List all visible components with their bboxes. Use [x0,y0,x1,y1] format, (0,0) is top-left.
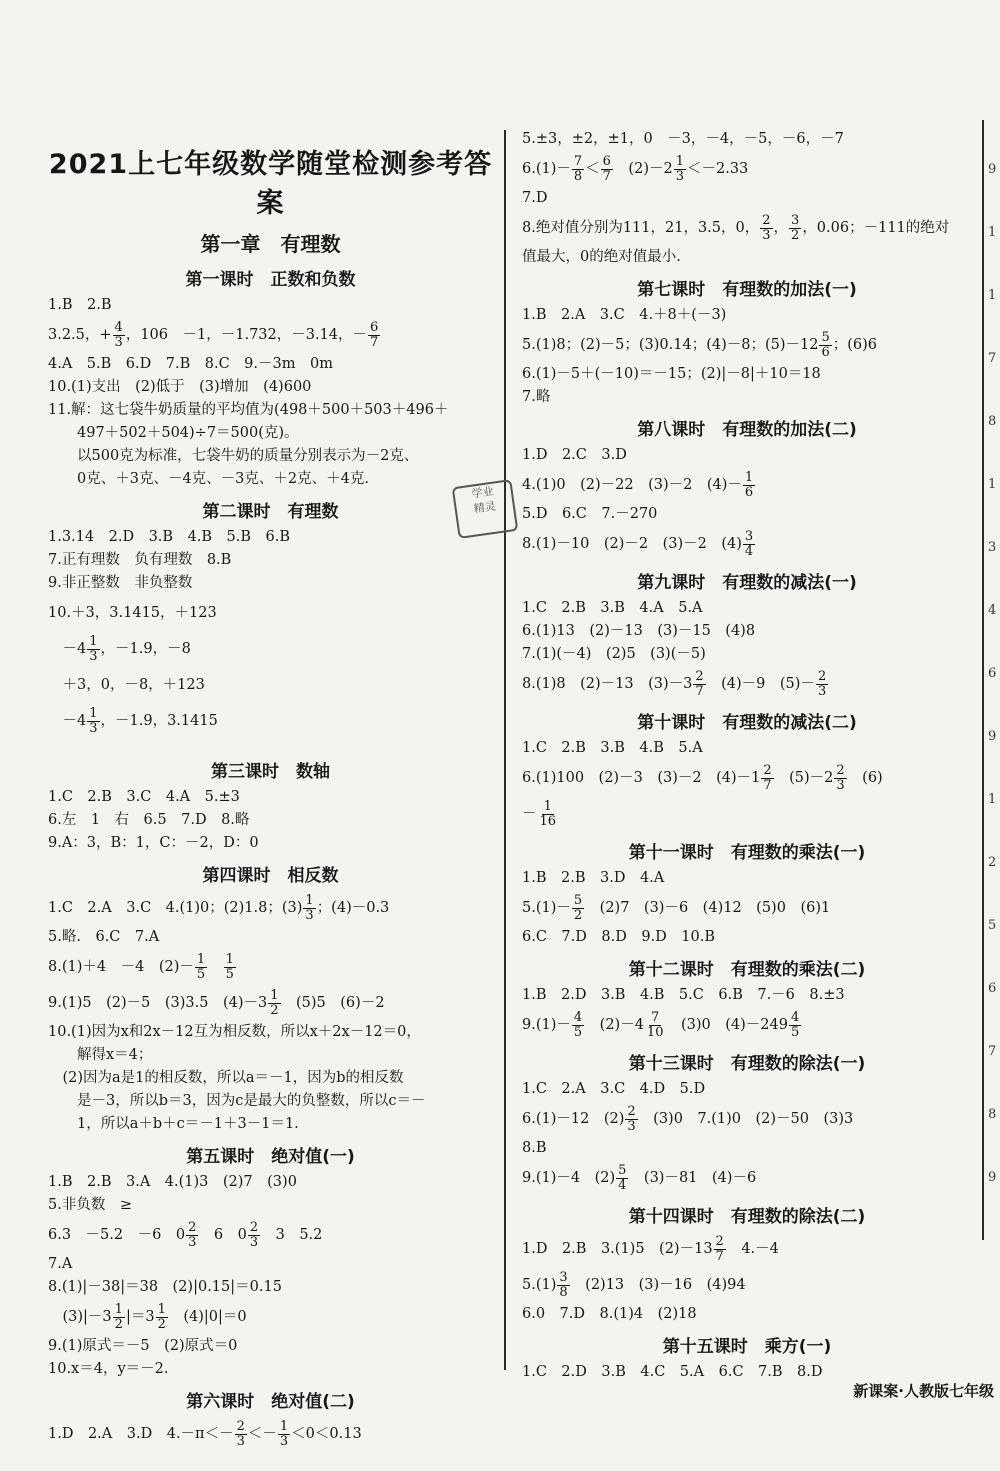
fraction: $\frac{2}{7}$ [715,1233,724,1264]
answer-line: 1.C 2.A 3.C 4.D 5.D [522,1081,706,1097]
answer-line: 1.B 2.B 3.D 4.A [522,870,665,886]
answer-line: 5.(1)8；(2)－5；(3)0.14；(4)－8；(5)－12 $\frac{5}{6}$ ；(6)6 [522,329,877,360]
answer-line: 6.(1)13 (2)－13 (3)－15 (4)8 [522,623,756,639]
fraction: $\frac{1}{2}$ [157,1301,166,1332]
answer-line: 8.绝对值分别为111，21，3.5，0， $\frac{2}{3}$ ， $\frac{3}{2}$ ，0.06；－111的绝对 [522,212,950,243]
answer-line: 1.B 2.B 3.A 4.(1)3 (2)7 (3)0 [48,1174,297,1190]
fraction: $\frac{2}{3}$ [817,668,827,699]
answer-line: 6.(1)－12 (2) $\frac{2}{3}$ (3)0 7.(1)0 (2)－50 (3)3 [522,1103,854,1134]
fraction: $\frac{1}{3}$ [675,153,684,184]
answer-line: 1.3.14 2.D 3.B 4.B 5.B 6.B [48,529,291,545]
answer-line: 1.C 2.D 3.B 4.C 5.A 6.C 7.B 8.D [522,1364,823,1380]
edge-digit: 1 [988,225,997,240]
lesson-heading: 第十五课时 乘方(一) [662,1337,832,1357]
fraction: $\frac{6}{7}$ [602,153,611,184]
answer-line: 9.(1)原式＝－5 (2)原式＝0 [48,1338,238,1354]
edge-digit: 8 [988,1107,997,1122]
chapter-heading: 第一章 有理数 [200,232,341,256]
answer-line: 1.C 2.B 3.B 4.B 5.A [522,740,703,756]
fraction: $\frac{5}{2}$ [573,892,583,923]
lesson-heading: 第十三课时 有理数的除法(一) [628,1054,866,1074]
answer-line: －4 $\frac{1}{3}$ ，－1.9，3.1415 [48,705,218,736]
fraction: $\frac{4}{5}$ [790,1009,800,1040]
fraction: $\frac{2}{3}$ [627,1103,636,1134]
answer-line: 8.(1)|－38|＝38 (2)|0.15|＝0.15 [48,1279,282,1295]
fraction: $\frac{2}{7}$ [763,762,772,793]
edge-digit: 8 [988,414,997,429]
fraction: $\frac{1}{5}$ [196,951,206,982]
edge-digit: 1 [988,792,997,807]
fraction: $\frac{1}{2}$ [114,1301,123,1332]
answer-line: 1.C 2.B 3.C 4.A 5.±3 [48,789,240,805]
lesson-heading: 第八课时 有理数的加法(二) [637,420,857,440]
answer-line: (3)|－3 $\frac{1}{2}$ |＝3 $\frac{1}{2}$ (4)|0|＝0 [48,1301,247,1332]
answer-line: 1.D 2.B 3.(1)5 (2)－13 $\frac{2}{7}$ 4.－4 [522,1233,779,1264]
edge-digit: 9 [988,1170,997,1185]
answer-line: 1，所以a＋b＋c＝－1＋3－1＝1. [48,1116,299,1132]
answer-line: 1.C 2.A 3.C 4.(1)0；(2)1.8；(3) $\frac{1}{3}$ ；(4)－0.3 [48,892,390,923]
answer-line: 1.D 2.C 3.D [522,447,627,463]
fraction: $\frac{4}{3}$ [114,319,123,350]
fraction: $\frac{1}{3}$ [305,892,314,923]
fraction: $\frac{2}{3}$ [188,1219,197,1250]
answer-line: 10.(1)因为x和2x－12互为相反数，所以x＋2x－12＝0， [48,1024,421,1040]
lesson-heading: 第三课时 数轴 [211,762,330,782]
fraction: $\frac{1}{3}$ [279,1418,289,1449]
fraction: $\frac{1}{6}$ [744,469,754,500]
answer-line: 8.B [522,1140,547,1156]
answer-line: 6.0 7.D 8.(1)4 (2)18 [522,1306,697,1322]
fraction: $\frac{3}{8}$ [559,1269,568,1300]
answer-line: 5.非负数 ≥ [48,1197,132,1213]
answer-line: 7.A [48,1256,73,1272]
fraction: $\frac{3}{4}$ [744,528,754,559]
answer-line: 6.(1)100 (2)－3 (3)－2 (4)－1 $\frac{2}{7}$ (5)－2 $\frac{2}{3}$ (6) [522,762,883,793]
page-title: 2021上七年级数学随堂检测参考答案 [48,149,493,219]
answer-line: 10.x＝4，y＝－2. [48,1361,169,1377]
lesson-heading: 第五课时 绝对值(一) [186,1147,355,1167]
answer-line: 8.(1)＋4 －4 (2)－ $\frac{1}{5}$ $\frac{1}{5}$ [48,951,234,982]
lesson-heading: 第六课时 绝对值(二) [186,1392,355,1412]
edge-digit: 5 [988,918,997,933]
fraction: $\frac{2}{3}$ [762,212,771,243]
left-column [48,120,493,1452]
answer-line: 6.左 1 右 6.5 7.D 8.略 [48,812,250,828]
edge-digit: 7 [988,1044,997,1059]
edge-digit: 1 [988,288,997,303]
answer-line: 497＋502＋504)÷7＝500(克)。 [48,425,299,441]
column-divider-right [982,120,984,1240]
answer-line: 7.略 [522,389,551,405]
answer-line: 10.(1)支出 (2)低于 (3)增加 (4)600 [48,379,312,395]
fraction: $\frac{2}{7}$ [695,668,704,699]
answer-line: 6.(1)－ $\frac{7}{8}$ ＜ $\frac{6}{7}$ (2)－2 $\frac{1}{3}$ ＜－2.33 [522,153,749,184]
answer-line: 7.正有理数 负有理数 8.B [48,552,232,568]
fraction: $\frac{3}{2}$ [791,212,800,243]
answer-line: 0克、＋3克、－4克、－3克、＋2克、＋4克. [48,471,369,487]
fraction: $\frac{2}{3}$ [249,1219,259,1250]
fraction: $\frac{4}{5}$ [573,1009,583,1040]
answer-line: 8.(1)8 (2)－13 (3)－3 $\frac{2}{7}$ (4)－9 (5)－ $\frac{2}{3}$ [522,668,827,699]
edge-digit: 2 [988,855,997,870]
edge-digit: 6 [988,666,997,681]
right-column [522,128,972,1384]
edge-digit: 9 [988,729,997,744]
edge-digit: 1 [988,477,997,492]
answer-line: 以500克为标准，七袋牛奶的质量分别表示为－2克、 [48,448,419,464]
fraction: $\frac{5}{4}$ [618,1162,627,1193]
edge-digit: 9 [988,162,997,177]
edge-digit: 7 [988,351,997,366]
answer-line: 9.A：3，B：1，C：－2，D：0 [48,835,259,851]
lesson-heading: 第十四课时 有理数的除法(二) [628,1207,866,1227]
footer-label: 新课案·人教版七年级 [853,1382,994,1400]
lesson-heading: 第二课时 有理数 [202,502,339,522]
lesson-heading: 第七课时 有理数的加法(一) [637,280,857,300]
answer-line: 3.2.5，+ $\frac{4}{3}$ ，106 －1，－1.732，－3.14，－ $\frac{6}{7}$ [48,319,379,350]
answer-line: 10.＋3，3.1415，＋123 [48,605,217,621]
fraction: $\frac{1}{16}$ [539,798,557,829]
answer-line: 7.D [522,190,548,206]
fraction: $\frac{2}{3}$ [236,1418,245,1449]
fraction: $\frac{1}{2}$ [270,987,279,1018]
fraction: $\frac{5}{6}$ [821,329,830,360]
answer-line: 5.(1) $\frac{3}{8}$ (2)13 (3)－16 (4)94 [522,1269,746,1300]
fraction: $\frac{1}{3}$ [89,705,98,736]
answer-line: 6.(1)－5＋(－10)＝－15；(2)|－8|＋10＝18 [522,366,821,382]
answer-line: －4 $\frac{1}{3}$ ，－1.9，－8 [48,633,191,664]
answer-line: 8.(1)－10 (2)－2 (3)－2 (4) $\frac{3}{4}$ [522,528,754,559]
fraction: $\frac{2}{3}$ [836,762,845,793]
answer-line: 4.A 5.B 6.D 7.B 8.C 9.－3m 0m [48,356,333,372]
answer-line: (2)因为a是1的相反数，所以a＝－1，因为b的相反数 [48,1070,404,1086]
answer-line: 1.B 2.A 3.C 4.＋8＋(－3) [522,307,727,323]
lesson-heading: 第十二课时 有理数的乘法(二) [628,960,866,980]
lesson-heading: 第九课时 有理数的减法(一) [637,573,857,593]
answer-line: 4.(1)0 (2)－22 (3)－2 (4)－ $\frac{1}{6}$ [522,469,754,500]
stamp-text: 精灵 [472,499,497,516]
answer-line: 9.(1)－4 (2) $\frac{5}{4}$ (3)－81 (4)－6 [522,1162,757,1193]
fraction: $\frac{7}{10}$ [646,1009,664,1040]
answer-line: 7.(1)(－4) (2)5 (3)(－5) [522,646,706,662]
answer-line: 1.C 2.B 3.B 4.A 5.A [522,600,703,616]
fraction: $\frac{1}{5}$ [225,951,234,982]
column-divider [504,130,506,1370]
answer-line: 9.(1)－ $\frac{4}{5}$ (2)－4 $\frac{7}{10}$ (3)0 (4)－249 $\frac{4}{5}$ [522,1009,800,1040]
answer-line: 1.B 2.B [48,297,112,313]
stamp-text: 学业 [470,484,495,501]
next-page-edge [988,138,996,1209]
answer-line: 5.D 6.C 7.－270 [522,506,658,522]
answer-line: 5.(1)－ $\frac{5}{2}$ (2)7 (3)－6 (4)12 (5)0 (6)1 [522,892,831,923]
answer-line: 值最大，0的绝对值最小. [522,249,681,265]
answer-line: 11.解：这七袋牛奶质量的平均值为(498＋500＋503＋496＋ [48,402,449,418]
answer-line: 5.略. 6.C 7.A [48,929,160,945]
answer-line: － $\frac{1}{16}$ [522,798,557,829]
lesson-heading: 第十课时 有理数的减法(二) [637,713,857,733]
answer-line: 5.±3，±2，±1，0 －3，－4，－5，－6，－7 [522,131,844,147]
answer-line: 6.3 －5.2 －6 0 $\frac{2}{3}$ 6 0 $\frac{2}{3}$ 3 5.2 [48,1219,323,1250]
answer-line: 1.D 2.A 3.D 4.－π＜－ $\frac{2}{3}$ ＜－ $\frac{1}{3}$ ＜0＜0.13 [48,1418,362,1449]
answer-line: 1.B 2.D 3.B 4.B 5.C 6.B 7.－6 8.±3 [522,987,845,1003]
lesson-heading: 第四课时 相反数 [202,866,339,886]
fraction: $\frac{1}{3}$ [89,633,98,664]
answer-line: 6.C 7.D 8.D 9.D 10.B [522,929,716,945]
lesson-heading: 第一课时 正数和负数 [185,270,356,290]
edge-digit: 6 [988,981,997,996]
answer-line: 是－3，所以b＝3，因为c是最大的负整数，所以c＝－ [48,1093,426,1109]
fraction: $\frac{7}{8}$ [573,153,583,184]
answer-line: 解得x＝4； [48,1047,153,1063]
lesson-heading: 第十一课时 有理数的乘法(一) [628,843,866,863]
edge-digit: 3 [988,540,997,555]
answer-line: 9.非正整数 非负整数 [48,575,193,591]
answer-line: ＋3，0，－8，＋123 [48,677,205,693]
fraction: $\frac{6}{7}$ [370,319,379,350]
answer-line: 9.(1)5 (2)－5 (3)3.5 (4)－3 $\frac{1}{2}$ (5)5 (6)－2 [48,987,385,1018]
edge-digit: 4 [988,603,997,618]
